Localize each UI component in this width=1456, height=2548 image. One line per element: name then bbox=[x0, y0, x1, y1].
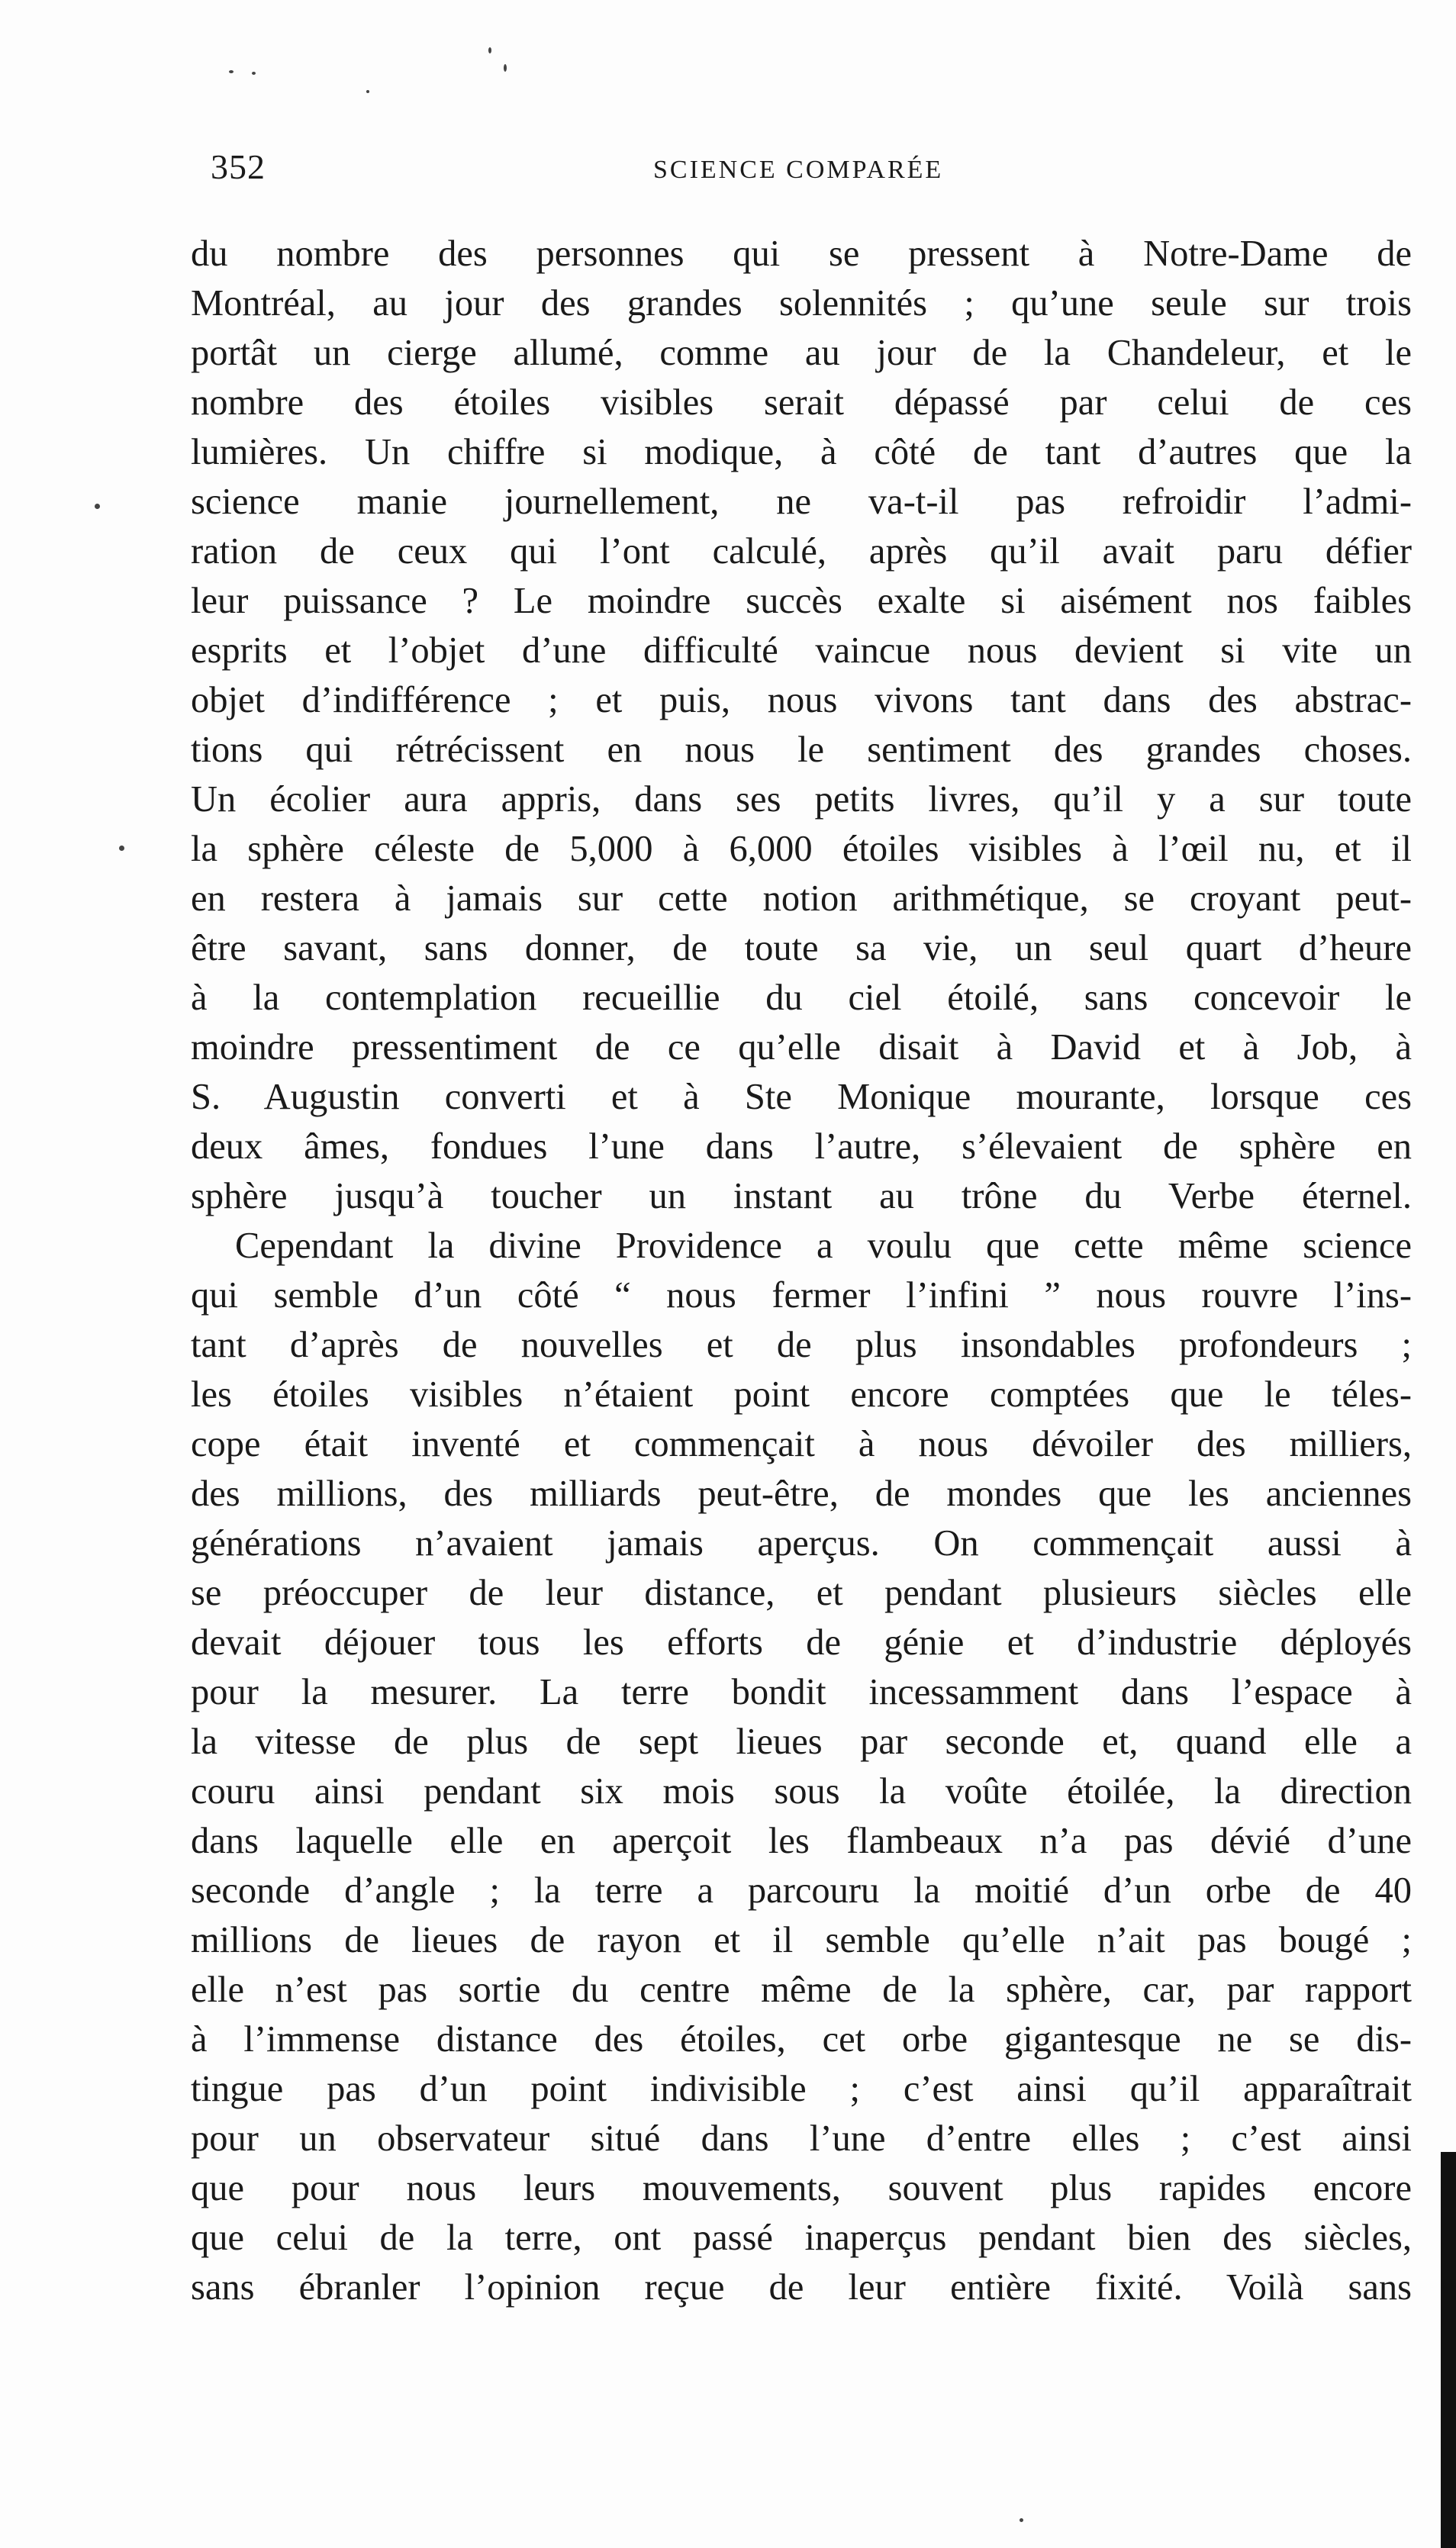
speck bbox=[1020, 2518, 1023, 2522]
text-line: Cependant la divine Providence a voulu que cette même science bbox=[235, 1226, 1412, 1266]
text-line: la sphère céleste de 5,000 à 6,000 étoiles visibles à l’œil nu, et il bbox=[191, 829, 1412, 869]
paragraph-1 bbox=[191, 229, 1412, 1221]
text-line: objet d’indifférence ; et puis, nous vivons tant dans des abstrac- bbox=[191, 680, 1412, 720]
text-line: pour la mesurer. La terre bondit incessamment dans l’espace à bbox=[191, 1672, 1412, 1712]
text-line: elle n’est pas sortie du centre même de la sphère, car, par rapport bbox=[191, 1970, 1412, 2010]
text-line: des millions, des milliards peut-être, de mondes que les anciennes bbox=[191, 1474, 1412, 1514]
text-line: sphère jusqu’à toucher un instant au trône du Verbe éternel. bbox=[191, 1176, 1412, 1216]
text-line: portât un cierge allumé, comme au jour de la Chandeleur, et le bbox=[191, 333, 1412, 373]
speck bbox=[504, 64, 507, 72]
text-line: pour un observateur situé dans l’une d’entre elles ; c’est ainsi bbox=[191, 2118, 1412, 2159]
text-line: ration de ceux qui l’ont calculé, après qu’il avait paru défier bbox=[191, 531, 1412, 572]
text-line: générations n’avaient jamais aperçus. On commençait aussi à bbox=[191, 1523, 1412, 1564]
text-line: dans laquelle elle en aperçoit les flambeaux n’a pas dévié d’une bbox=[191, 1821, 1412, 1861]
text-line: Montréal, au jour des grandes solennités ; qu’une seule sur trois bbox=[191, 283, 1412, 324]
speck bbox=[229, 70, 234, 73]
text-line: qui semble d’un côté “ nous fermer l’infini ” nous rouvre l’ins- bbox=[191, 1275, 1412, 1316]
text-line: à l’immense distance des étoiles, cet orbe gigantesque ne se dis- bbox=[191, 2019, 1412, 2060]
text-line: tant d’après de nouvelles et de plus insondables profondeurs ; bbox=[191, 1325, 1412, 1365]
running-title: SCIENCE COMPARÉE bbox=[653, 156, 944, 184]
text-line: devait déjouer tous les efforts de génie et d’industrie déployés bbox=[191, 1622, 1412, 1663]
text-line: la vitesse de plus de sept lieues par seconde et, quand elle a bbox=[191, 1722, 1412, 1762]
text-line: couru ainsi pendant six mois sous la voûte étoilée, la direction bbox=[191, 1771, 1412, 1812]
text-line: leur puissance ? Le moindre succès exalte si aisément nos faibles bbox=[191, 581, 1412, 621]
text-line: être savant, sans donner, de toute sa vie, un seul quart d’heure bbox=[191, 928, 1412, 968]
speck bbox=[95, 504, 100, 509]
text-line: que pour nous leurs mouvements, souvent plus rapides encore bbox=[191, 2168, 1412, 2208]
text-line: tions qui rétrécissent en nous le sentiment des grandes choses. bbox=[191, 730, 1412, 770]
text-line: sans ébranler l’opinion reçue de leur entière fixité. Voilà sans bbox=[191, 2267, 1412, 2308]
text-line: en restera à jamais sur cette notion arithmétique, se croyant peut- bbox=[191, 878, 1412, 919]
text-line: à la contemplation recueillie du ciel étoilé, sans concevoir le bbox=[191, 978, 1412, 1018]
text-line: nombre des étoiles visibles serait dépassé par celui de ces bbox=[191, 382, 1412, 423]
text-line: que celui de la terre, ont passé inaperçus pendant bien des siècles, bbox=[191, 2218, 1412, 2258]
text-line: deux âmes, fondues l’une dans l’autre, s’élevaient de sphère en bbox=[191, 1126, 1412, 1167]
text-line: seconde d’angle ; la terre a parcouru la moitié d’un orbe de 40 bbox=[191, 1870, 1412, 1911]
speck bbox=[119, 846, 124, 851]
text-line: Un écolier aura appris, dans ses petits livres, qu’il y a sur toute bbox=[191, 779, 1412, 820]
text-line: S. Augustin converti et à Ste Monique mourante, lorsque ces bbox=[191, 1077, 1412, 1117]
text-line: esprits et l’objet d’une difficulté vaincue nous devient si vite un bbox=[191, 630, 1412, 671]
speck bbox=[488, 47, 491, 53]
text-line: lumières. Un chiffre si modique, à côté de tant d’autres que la bbox=[191, 432, 1412, 472]
paragraph-2 bbox=[191, 1221, 1412, 2312]
body-text bbox=[191, 229, 1412, 2312]
text-line: tingue pas d’un point indivisible ; c’est ainsi qu’il apparaîtrait bbox=[191, 2069, 1412, 2109]
text-line: moindre pressentiment de ce qu’elle disait à David et à Job, à bbox=[191, 1027, 1412, 1068]
text-line: les étoiles visibles n’étaient point encore comptées que le téles- bbox=[191, 1374, 1412, 1415]
speck bbox=[252, 72, 256, 75]
text-line: millions de lieues de rayon et il semble qu’elle n’ait pas bougé ; bbox=[191, 1920, 1412, 1960]
scan-edge-shadow bbox=[1441, 2152, 1456, 2548]
text-line: se préoccuper de leur distance, et pendant plusieurs siècles elle bbox=[191, 1573, 1412, 1613]
text-line: science manie journellement, ne va-t-il pas refroidir l’admi- bbox=[191, 482, 1412, 522]
speck bbox=[366, 90, 369, 93]
page-header bbox=[211, 147, 1401, 192]
text-line: cope était inventé et commençait à nous dévoiler des milliers, bbox=[191, 1424, 1412, 1464]
text-line: du nombre des personnes qui se pressent à Notre-Dame de bbox=[191, 234, 1412, 274]
page-number: 352 bbox=[211, 147, 266, 186]
